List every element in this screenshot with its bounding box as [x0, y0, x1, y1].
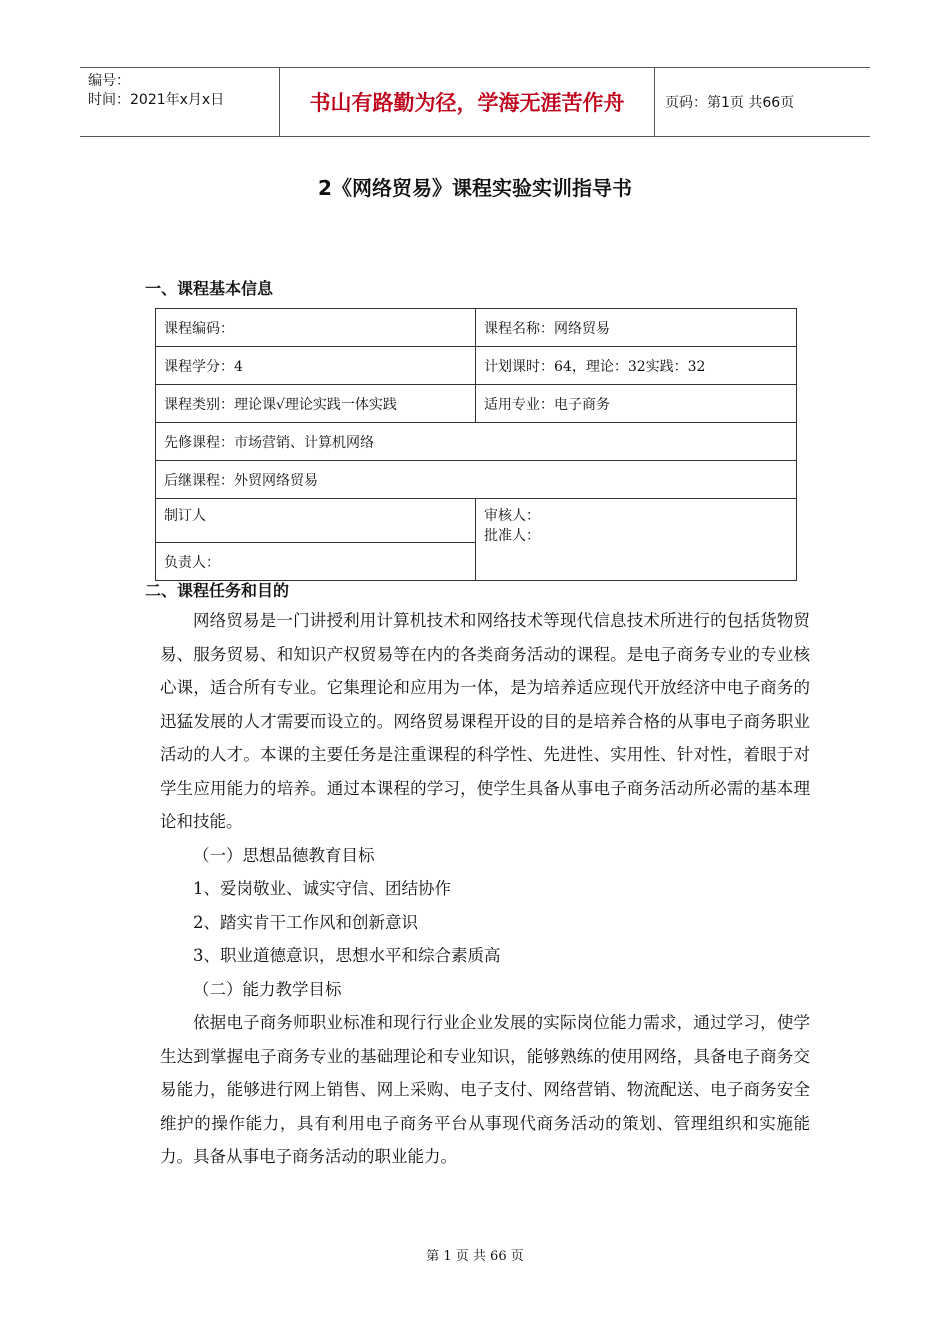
cell-review-approve — [476, 499, 797, 581]
subheading-ability-goals: （二）能力教学目标 — [193, 979, 342, 999]
cell-course-code: 课程编码： — [156, 309, 476, 347]
cell-course-name: 课程名称：网络贸易 — [476, 309, 797, 347]
subheading-moral-goals: （一）思想品德教育目标 — [193, 845, 375, 865]
table-row — [156, 461, 797, 499]
cell-follow-up: 后继课程：外贸网络贸易 — [156, 461, 797, 499]
document-title: 2《网络贸易》课程实验实训指导书 — [318, 176, 632, 200]
reviewer-label: 审核人： — [484, 508, 540, 524]
table-row — [156, 499, 797, 543]
page-header — [80, 67, 870, 137]
page-footer: 第 1 页 共 66 页 — [426, 1249, 524, 1264]
paragraph-course-purpose: 网络贸易是一门讲授利用计算机技术和网络技术等现代信息技术所进行的包括货物贸易、服务贸易、和知识产权贸易等在内的各类商务活动的课程。是电子商务专业的专业核心课，适合所有专业。它集理论和应用为一体，是为培养适应现代开放经济中电子商务的迅猛发展的人才需要而设立的。网络贸易课程开设的目的是培养合格的从事电子商务职业活动的人才。本课的主要任务是注重课程的科学性、先进性、实用性、针对性，着眼于对学生应用能力的培养。通过本课程的学习，使学生具备从事电子商务活动所必需的基本理论和技能。 — [160, 611, 810, 831]
list-item: 2、踏实肯干工作风和创新意识 — [193, 912, 418, 932]
cell-author: 制订人 — [156, 499, 476, 543]
section-heading-task: 二、课程任务和目的 — [145, 581, 290, 600]
table-row — [156, 309, 797, 347]
header-time-label: 时间：2021年x月x日 — [88, 92, 225, 108]
list-item: 1、爱岗敬业、诚实守信、团结协作 — [193, 879, 451, 898]
cell-major: 适用专业：电子商务 — [476, 385, 797, 423]
header-motto: 书山有路勤为径，学海无涯苦作舟 — [280, 68, 655, 136]
paragraph-ability-goals: 依据电子商务师职业标准和现行行业企业发展的实际岗位能力需求，通过学习，使学生达到掌握电子商务专业的基础理论和专业知识，能够熟练的使用网络，具备电子商务交易能力，能够进行网上销售、网上采购、电子支付、网络营销、物流配送、电子商务安全维护的操作能力，具有利用电子商务平台从事现代商务活动的策划、管理组织和实施能力。具备从事电子商务活动的职业能力。 — [160, 1013, 810, 1166]
cell-responsible: 负责人： — [156, 543, 476, 581]
table-row — [156, 423, 797, 461]
header-page-info: 页码：第1页 共66页 — [665, 95, 795, 111]
cell-category: 课程类别：理论课√理论实践一体实践 — [156, 385, 476, 423]
cell-hours: 计划课时：64，理论：32实践：32 — [476, 347, 797, 385]
course-info-table — [155, 308, 797, 581]
table-row — [156, 347, 797, 385]
section-heading-basic-info: 一、课程基本信息 — [145, 279, 274, 298]
cell-prerequisite: 先修课程：市场营销、计算机网络 — [156, 423, 797, 461]
table-row — [156, 385, 797, 423]
list-item: 3、职业道德意识，思想水平和综合素质高 — [193, 946, 501, 965]
cell-credits: 课程学分：4 — [156, 347, 476, 385]
header-meta — [80, 68, 280, 136]
section-body — [160, 604, 810, 1174]
header-number-label: 编号： — [88, 73, 130, 89]
approver-label: 批准人： — [484, 528, 540, 544]
